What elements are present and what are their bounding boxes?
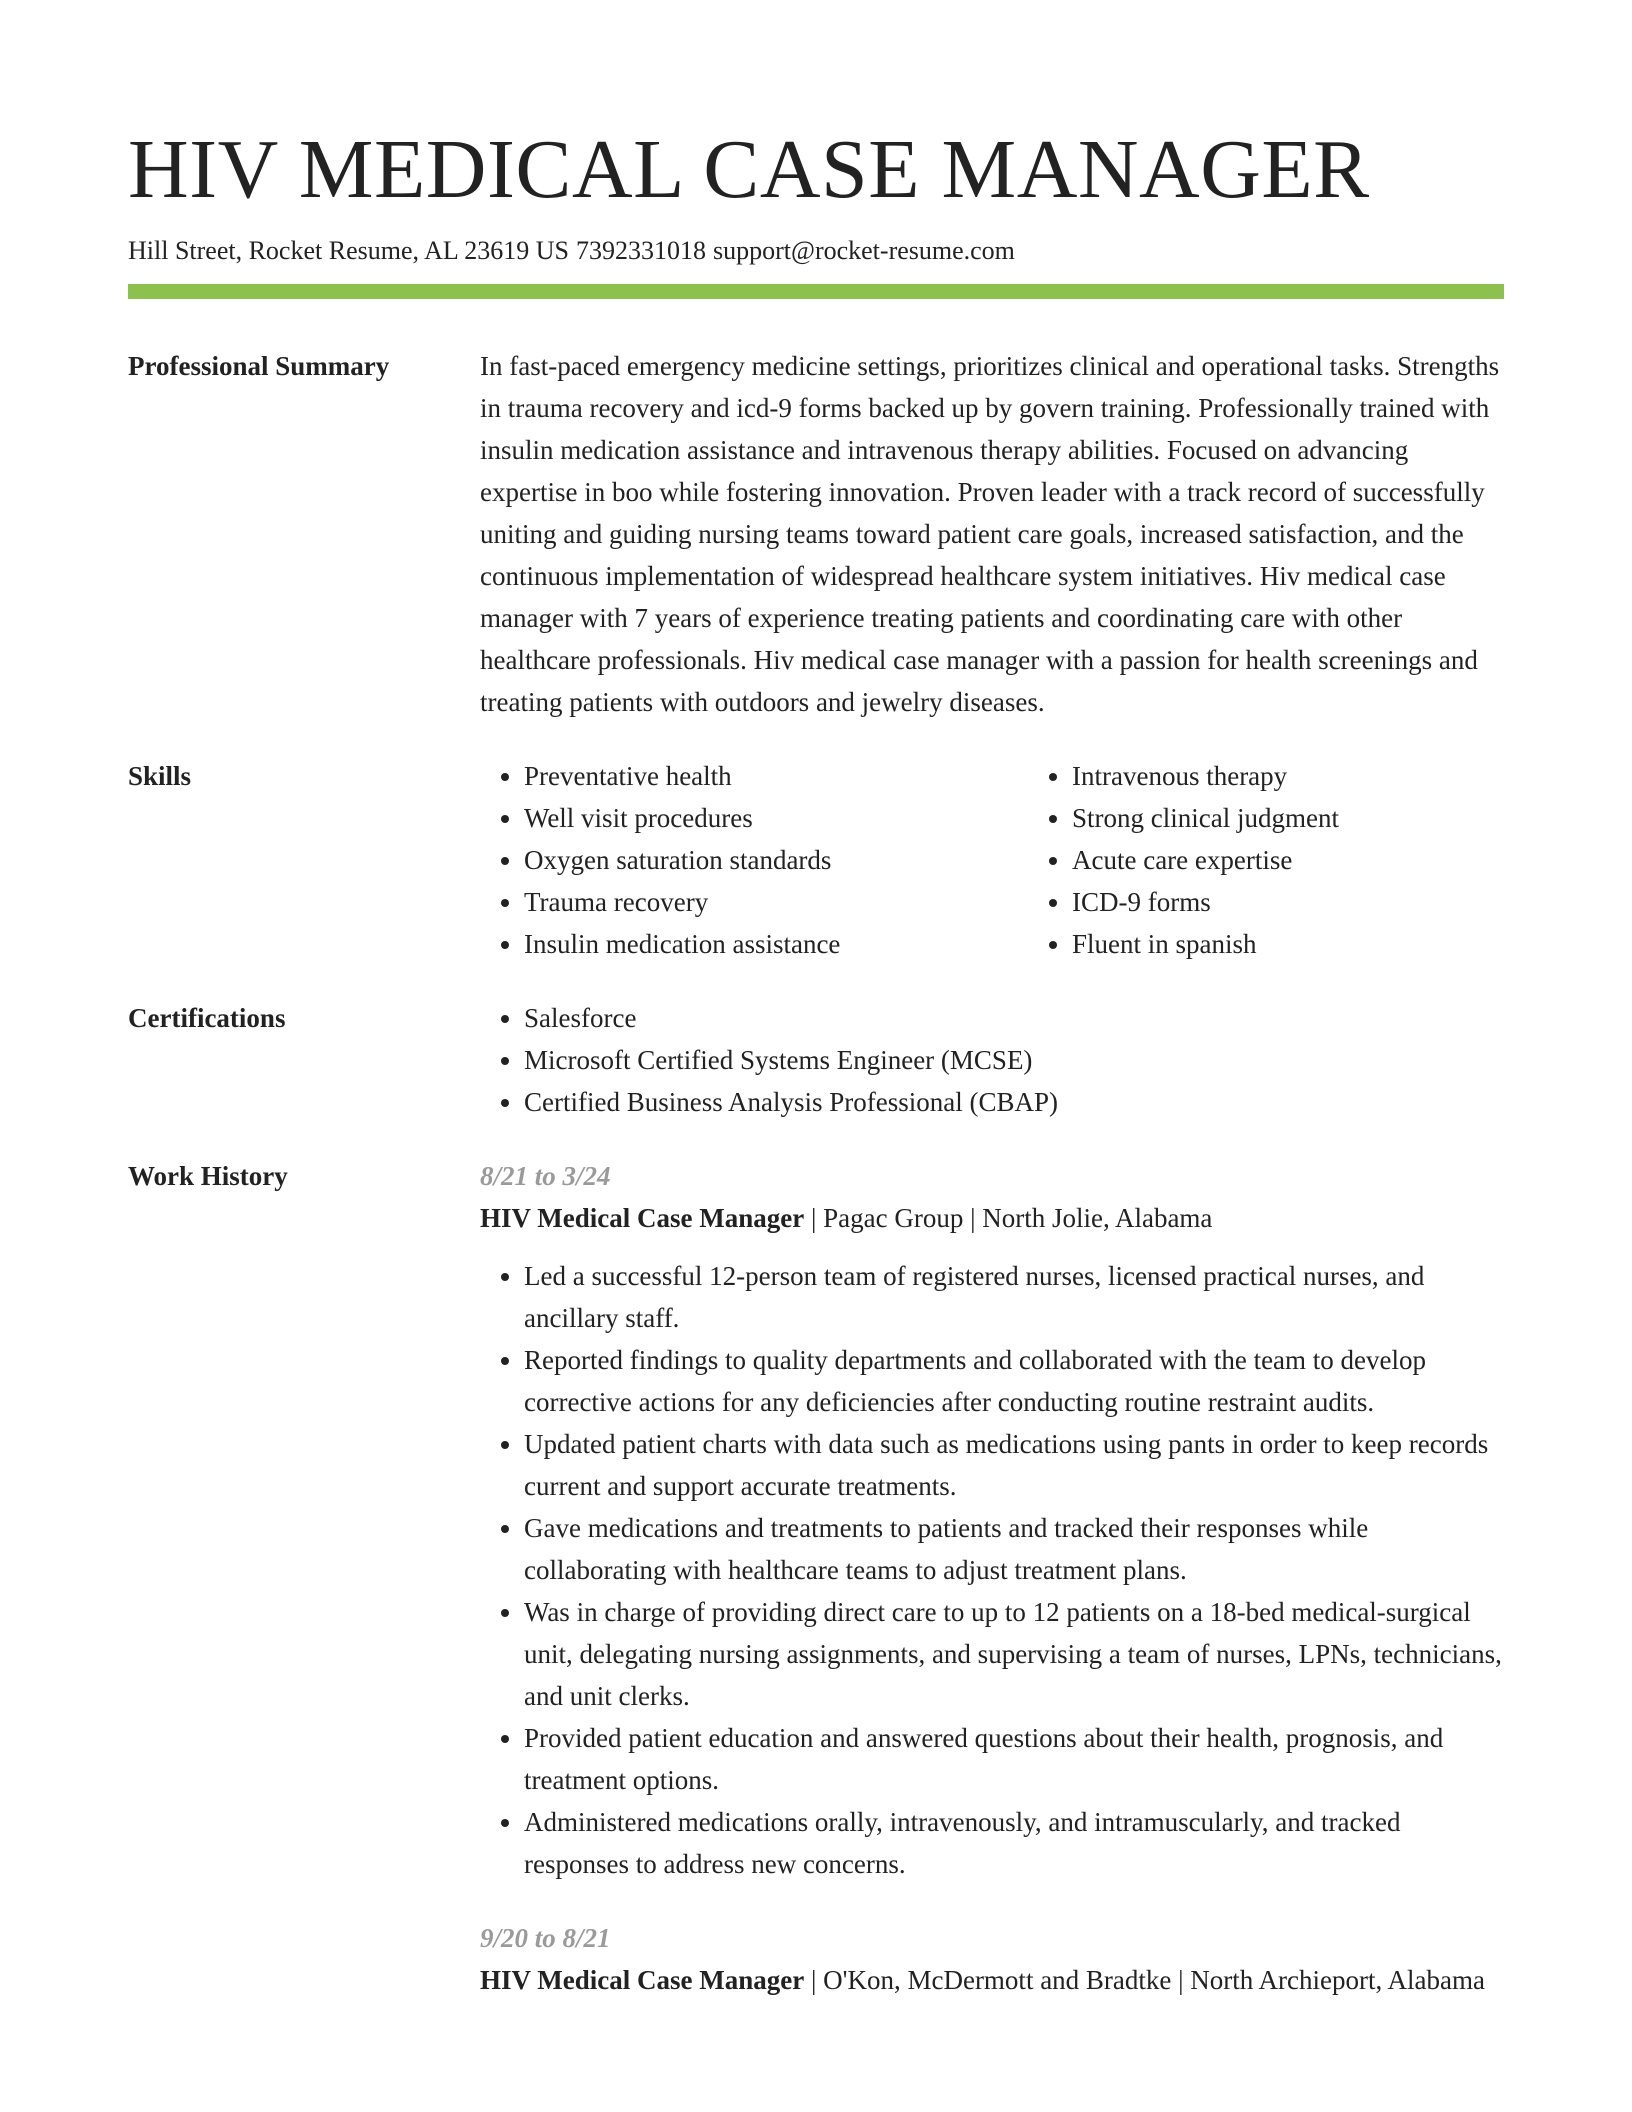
summary-label: Professional Summary: [128, 351, 390, 381]
job-entry: [480, 1917, 1504, 2001]
resume-page: [128, 118, 1504, 2001]
skill-item: • ICD-9 forms: [1072, 881, 1576, 923]
job-bullet: • Updated patient charts with data such as medications using pants in order to keep records current and support accurate treatments.: [524, 1423, 1504, 1507]
skill-item: • Acute care expertise: [1072, 839, 1576, 881]
work-history-section: [128, 1155, 1504, 2001]
job-heading: [480, 1197, 1504, 1239]
skill-item: • Strong clinical judgment: [1072, 797, 1576, 839]
contact-phone: 7392331018: [576, 236, 706, 265]
job-entry: [480, 1155, 1504, 1885]
work-history-body: [480, 1155, 1504, 2001]
skill-item: • Trauma recovery: [524, 881, 1028, 923]
job-bullet: • Led a successful 12-person team of registered nurses, licensed practical nurses, and ancillary staff.: [524, 1255, 1504, 1339]
skill-item: • Preventative health: [524, 755, 1028, 797]
skill-item: • Insulin medication assistance: [524, 923, 1028, 965]
skills-columns: [480, 755, 1576, 965]
job-details: | O'Kon, McDermott and Bradtke | North Archieport, Alabama: [804, 1965, 1485, 1995]
skills-label: Skills: [128, 761, 192, 791]
skill-item: • Intravenous therapy: [1072, 755, 1576, 797]
job-bullet: • Gave medications and treatments to patients and tracked their responses while collaborating with healthcare teams to adjust treatment plans.: [524, 1507, 1504, 1591]
summary-section: [128, 345, 1504, 723]
skill-item: • Oxygen saturation standards: [524, 839, 1028, 881]
resume-name: HIV MEDICAL CASE MANAGER: [128, 123, 1370, 216]
job-bullets: [480, 1255, 1504, 1885]
skill-item: • Fluent in spanish: [1072, 923, 1576, 965]
contact-email: support@rocket-resume.com: [713, 236, 1015, 265]
work-history-label: Work History: [128, 1161, 288, 1191]
job-dates: 8/21 to 3/24: [480, 1161, 611, 1191]
job-bullet: • Provided patient education and answered questions about their health, prognosis, and treatment options.: [524, 1717, 1504, 1801]
contact-line: [128, 234, 1504, 268]
skills-list-left: [480, 755, 1028, 965]
header-divider: [128, 284, 1504, 299]
certifications-label: Certifications: [128, 1003, 286, 1033]
job-bullet: • Was in charge of providing direct care to up to 12 patients on a 18-bed medical-surgical unit, delegating nursing assignments, and supervising a team of nurses, LPNs, technicians, and unit clerks.: [524, 1591, 1504, 1717]
certification-item: • Certified Business Analysis Professional (CBAP): [524, 1081, 1504, 1123]
skill-item: • Well visit procedures: [524, 797, 1028, 839]
job-title: HIV Medical Case Manager: [480, 1965, 805, 1995]
certification-item: • Microsoft Certified Systems Engineer (MCSE): [524, 1039, 1504, 1081]
certifications-list: [480, 997, 1504, 1123]
skills-section: [128, 755, 1504, 965]
contact-address: Hill Street, Rocket Resume, AL 23619 US: [128, 236, 569, 265]
job-dates: 9/20 to 8/21: [480, 1923, 611, 1953]
job-heading: [480, 1959, 1504, 2001]
certifications-section: [128, 997, 1504, 1123]
certification-item: • Salesforce: [524, 997, 1504, 1039]
summary-text: In fast-paced emergency medicine settings, prioritizes clinical and operational tasks. Strengths in trauma recovery and icd-9 forms backed up by govern training. Professionally trained with insulin medication assistance and intravenous therapy abilities. Focused on advancing expertise in boo while fostering innovation. Proven leader with a track record of successfully uniting and guiding nursing teams toward patient care goals, increased satisfaction, and the continuous implementation of widespread healthcare system initiatives. Hiv medical case manager with 7 years of experience treating patients and coordinating care with other healthcare professionals. Hiv medical case manager with a passion for health screenings and treating patients with outdoors and jewelry diseases.: [480, 351, 1500, 717]
job-details: | Pagac Group | North Jolie, Alabama: [804, 1203, 1213, 1233]
job-bullet: • Administered medications orally, intravenously, and intramuscularly, and tracked responses to address new concerns.: [524, 1801, 1504, 1885]
job-bullet: • Reported findings to quality departments and collaborated with the team to develop corrective actions for any deficiencies after conducting routine restraint audits.: [524, 1339, 1504, 1423]
skills-list-right: [1028, 755, 1576, 965]
job-title: HIV Medical Case Manager: [480, 1203, 805, 1233]
certifications-body: [480, 997, 1504, 1123]
